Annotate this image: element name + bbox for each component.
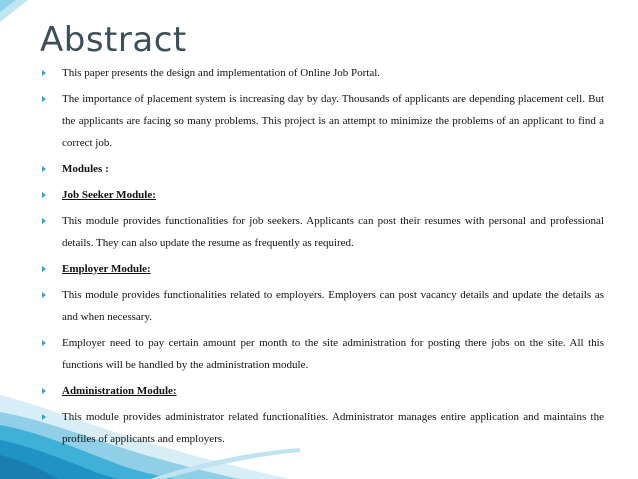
bullet-text: This paper presents the design and implementation of Online Job Portal. [62, 67, 381, 79]
bullet-item [38, 332, 604, 376]
bullet-arrow-icon [42, 166, 46, 172]
bullet-arrow-icon [42, 70, 46, 76]
job-seeker-module-heading: Job Seeker Module: [62, 189, 156, 201]
bullet-text: This module provides administrator related functionalities. Administrator manages entire application and maintains the profiles of applicants and employers. [62, 411, 604, 445]
bullet-item [38, 380, 604, 402]
bullet-arrow-icon [42, 96, 46, 102]
bullet-item [38, 158, 604, 180]
bullet-arrow-icon [42, 292, 46, 298]
slide-title: Abstract [40, 20, 187, 60]
bullet-item [38, 258, 604, 280]
employer-module-heading: Employer Module: [62, 263, 151, 275]
bullet-list [38, 62, 604, 450]
bullet-arrow-icon [42, 414, 46, 420]
bullet-arrow-icon [42, 388, 46, 394]
bullet-text-modules: Modules : [62, 163, 109, 175]
bullet-item [38, 284, 604, 328]
bullet-item [38, 184, 604, 206]
bullet-text: This module provides functionalities for job seekers. Applicants can post their resumes with personal and professional details. They can also update the resume as frequently as required. [62, 215, 604, 249]
bullet-text: Employer need to pay certain amount per month to the site administration for posting there jobs on the site. All this functions will be handled by the administration module. [62, 337, 604, 371]
bullet-arrow-icon [42, 218, 46, 224]
bullet-text: The importance of placement system is increasing day by day. Thousands of applicants are depending placement cell. But the applicants are facing so many problems. This project is an attempt to minimize the problems of an applicant to find a correct job. [62, 93, 604, 149]
bullet-arrow-icon [42, 266, 46, 272]
bullet-item [38, 88, 604, 154]
bullet-text: This module provides functionalities related to employers. Employers can post vacancy details and update the details as and when necessary. [62, 289, 604, 323]
bullet-item [38, 406, 604, 450]
bullet-item [38, 210, 604, 254]
bullet-arrow-icon [42, 340, 46, 346]
administration-module-heading: Administration Module: [62, 385, 177, 397]
bullet-item [38, 62, 604, 84]
bullet-arrow-icon [42, 192, 46, 198]
